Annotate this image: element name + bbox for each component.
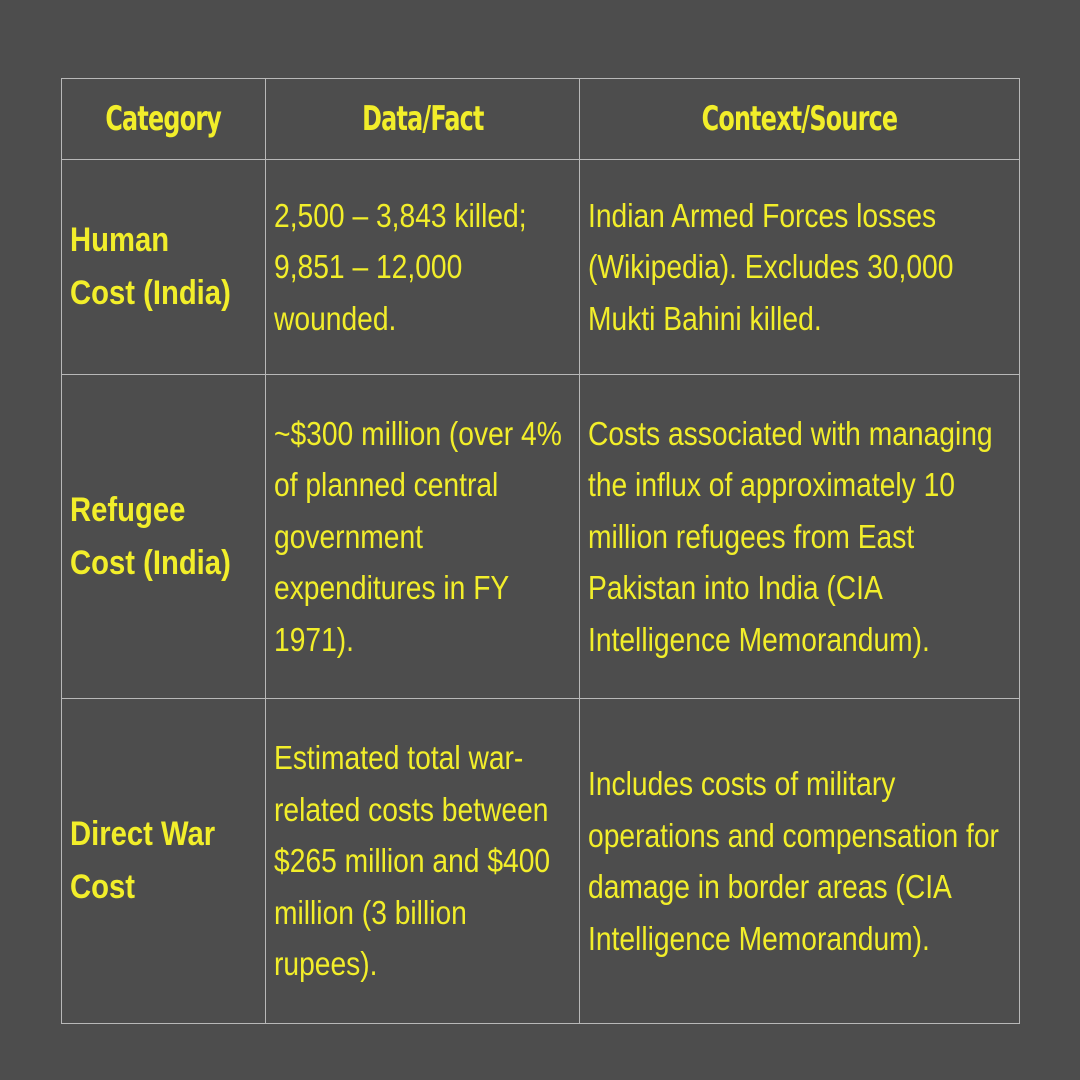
- row-category: [62, 160, 266, 375]
- category-text: Human Cost (India): [70, 221, 231, 312]
- row-category: [62, 375, 266, 699]
- cost-table: [61, 78, 1020, 1024]
- row-context-source: Indian Armed Forces losses (Wikipedia). Excludes 30,000 Mukti Bahini killed.: [580, 160, 1020, 375]
- table-row: [62, 375, 1020, 699]
- header-data-fact: Data/Fact: [266, 79, 580, 160]
- row-context-source: Includes costs of military operations and compensation for damage in border areas (CIA Intelligence Memorandum).: [580, 699, 1020, 1024]
- header-context-source: Context/Source: [580, 79, 1020, 160]
- table-row: [62, 699, 1020, 1024]
- table-row: [62, 160, 1020, 375]
- row-context-source: Costs associated with managing the influx of approximately 10 million refugees from East Pakistan into India (CIA Intelligence Memorandum).: [580, 375, 1020, 699]
- header-category: Category: [62, 79, 266, 160]
- row-data-fact: 2,500 – 3,843 killed; 9,851 – 12,000 wounded.: [266, 160, 580, 375]
- category-text: Refugee Cost (India): [70, 490, 231, 582]
- table-header-row: [62, 79, 1020, 160]
- row-data-fact: Estimated total war-related costs between $265 million and $400 million (3 billion rupees).: [266, 699, 580, 1024]
- category-text: Direct War Cost: [70, 815, 216, 906]
- row-data-fact: ~$300 million (over 4% of planned central government expenditures in FY 1971).: [266, 375, 580, 699]
- row-category: [62, 699, 266, 1024]
